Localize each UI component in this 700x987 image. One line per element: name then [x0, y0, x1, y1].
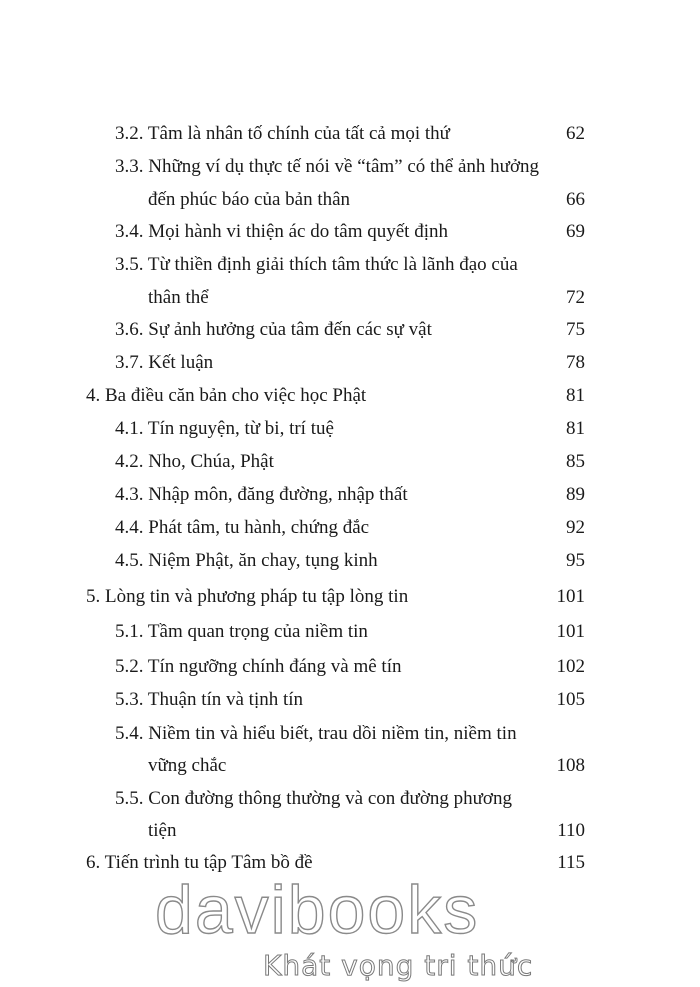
toc-entry-4-1[interactable] — [115, 412, 565, 445]
toc-entry-page: 102 — [556, 656, 585, 677]
toc-entry-page: 81 — [566, 385, 585, 406]
toc-entry-label: 3.7. Kết luận — [115, 352, 214, 373]
toc-entry-page: 101 — [556, 621, 585, 642]
toc-entry-4-4[interactable] — [115, 511, 565, 544]
toc-entry-3-7[interactable] — [115, 346, 565, 379]
toc-entry-page: 92 — [566, 517, 585, 538]
toc-entry-label: 4.5. Niệm Phật, ăn chay, tụng kinh — [115, 550, 378, 571]
toc-entry-4-2[interactable] — [115, 445, 565, 478]
toc-entry-continuation: vững chắc — [148, 755, 227, 776]
toc-entry-label: 6. Tiến trình tu tập Tâm bồ đề — [86, 852, 313, 873]
toc-entry-5[interactable] — [86, 580, 556, 613]
toc-entry-label: 3.4. Mọi hành vi thiện ác do tâm quyết định — [115, 221, 448, 242]
toc-entry-5-1[interactable] — [115, 615, 565, 648]
toc-entry-3-6[interactable] — [115, 313, 565, 346]
toc-entry-3-4[interactable] — [115, 215, 565, 248]
toc-entry-4-3[interactable] — [115, 478, 565, 511]
toc-entry-5-4[interactable] — [115, 717, 565, 750]
toc-entry-label: 3.2. Tâm là nhân tố chính của tất cả mọi thứ — [115, 123, 450, 144]
toc-entry-4[interactable] — [86, 379, 556, 412]
toc-entry-label: 3.5. Từ thiền định giải thích tâm thức là lãnh đạo của — [115, 254, 518, 275]
toc-entry-label: 5.3. Thuận tín và tịnh tín — [115, 689, 304, 710]
toc-entry-page: 108 — [556, 755, 585, 776]
toc-entry-label: 3.6. Sự ảnh hưởng của tâm đến các sự vật — [115, 319, 432, 340]
toc-entry-5-3[interactable] — [115, 683, 565, 716]
toc-entry-continuation: tiện — [148, 820, 177, 841]
toc-entry-label: 4.1. Tín nguyện, từ bi, trí tuệ — [115, 418, 334, 439]
toc-entry-label: 4. Ba điều căn bản cho việc học Phật — [86, 385, 367, 406]
toc-entry-label: 3.3. Những ví dụ thực tế nói về “tâm” có thể ảnh hưởng — [115, 156, 540, 177]
toc-entry-4-5[interactable] — [115, 544, 565, 577]
toc-entry-page: 66 — [566, 189, 585, 210]
toc-entry-page: 101 — [556, 586, 585, 607]
toc-entry-3-3[interactable] — [115, 150, 565, 183]
toc-entry-label: 5.2. Tín ngưỡng chính đáng và mê tín — [115, 656, 402, 677]
toc-entry-page: 89 — [566, 484, 585, 505]
toc-entry-page: 72 — [566, 287, 585, 308]
toc-entry-page: 62 — [566, 123, 585, 144]
toc-entry-6[interactable] — [86, 846, 556, 879]
toc-entry-continuation: đến phúc báo của bản thân — [148, 189, 351, 210]
watermark-tagline: Khát vọng tri thức — [263, 949, 534, 982]
toc-entry-3-2[interactable] — [115, 117, 565, 150]
toc-entry-page: 110 — [557, 820, 585, 841]
watermark-logo: davibooks — [155, 872, 480, 948]
toc-entry-page: 75 — [566, 319, 585, 340]
toc-entry-label: 5.1. Tầm quan trọng của niềm tin — [115, 621, 368, 642]
toc-entry-page: 78 — [566, 352, 585, 373]
toc-entry-label: 5.5. Con đường thông thường và con đường phương — [115, 788, 512, 809]
toc-entry-label: 5.4. Niềm tin và hiểu biết, trau dồi niềm tin, niềm tin — [115, 723, 517, 744]
toc-entry-page: 81 — [566, 418, 585, 439]
toc-entry-page: 95 — [566, 550, 585, 571]
toc-entry-page: 105 — [556, 689, 585, 710]
toc-entry-continuation: thân thể — [148, 287, 209, 308]
toc-entry-3-5[interactable] — [115, 248, 565, 281]
toc-entry-label: 4.4. Phát tâm, tu hành, chứng đắc — [115, 517, 370, 538]
toc-entry-page: 69 — [566, 221, 585, 242]
toc-entry-page: 85 — [566, 451, 585, 472]
toc-entry-label: 4.2. Nho, Chúa, Phật — [115, 451, 274, 472]
toc-entry-label: 4.3. Nhập môn, đăng đường, nhập thất — [115, 484, 408, 505]
toc-entry-5-5[interactable] — [115, 782, 565, 815]
toc-entry-label: 5. Lòng tin và phương pháp tu tập lòng tin — [86, 586, 409, 607]
toc-entry-5-2[interactable] — [115, 650, 565, 683]
toc-entry-page: 115 — [557, 852, 585, 873]
